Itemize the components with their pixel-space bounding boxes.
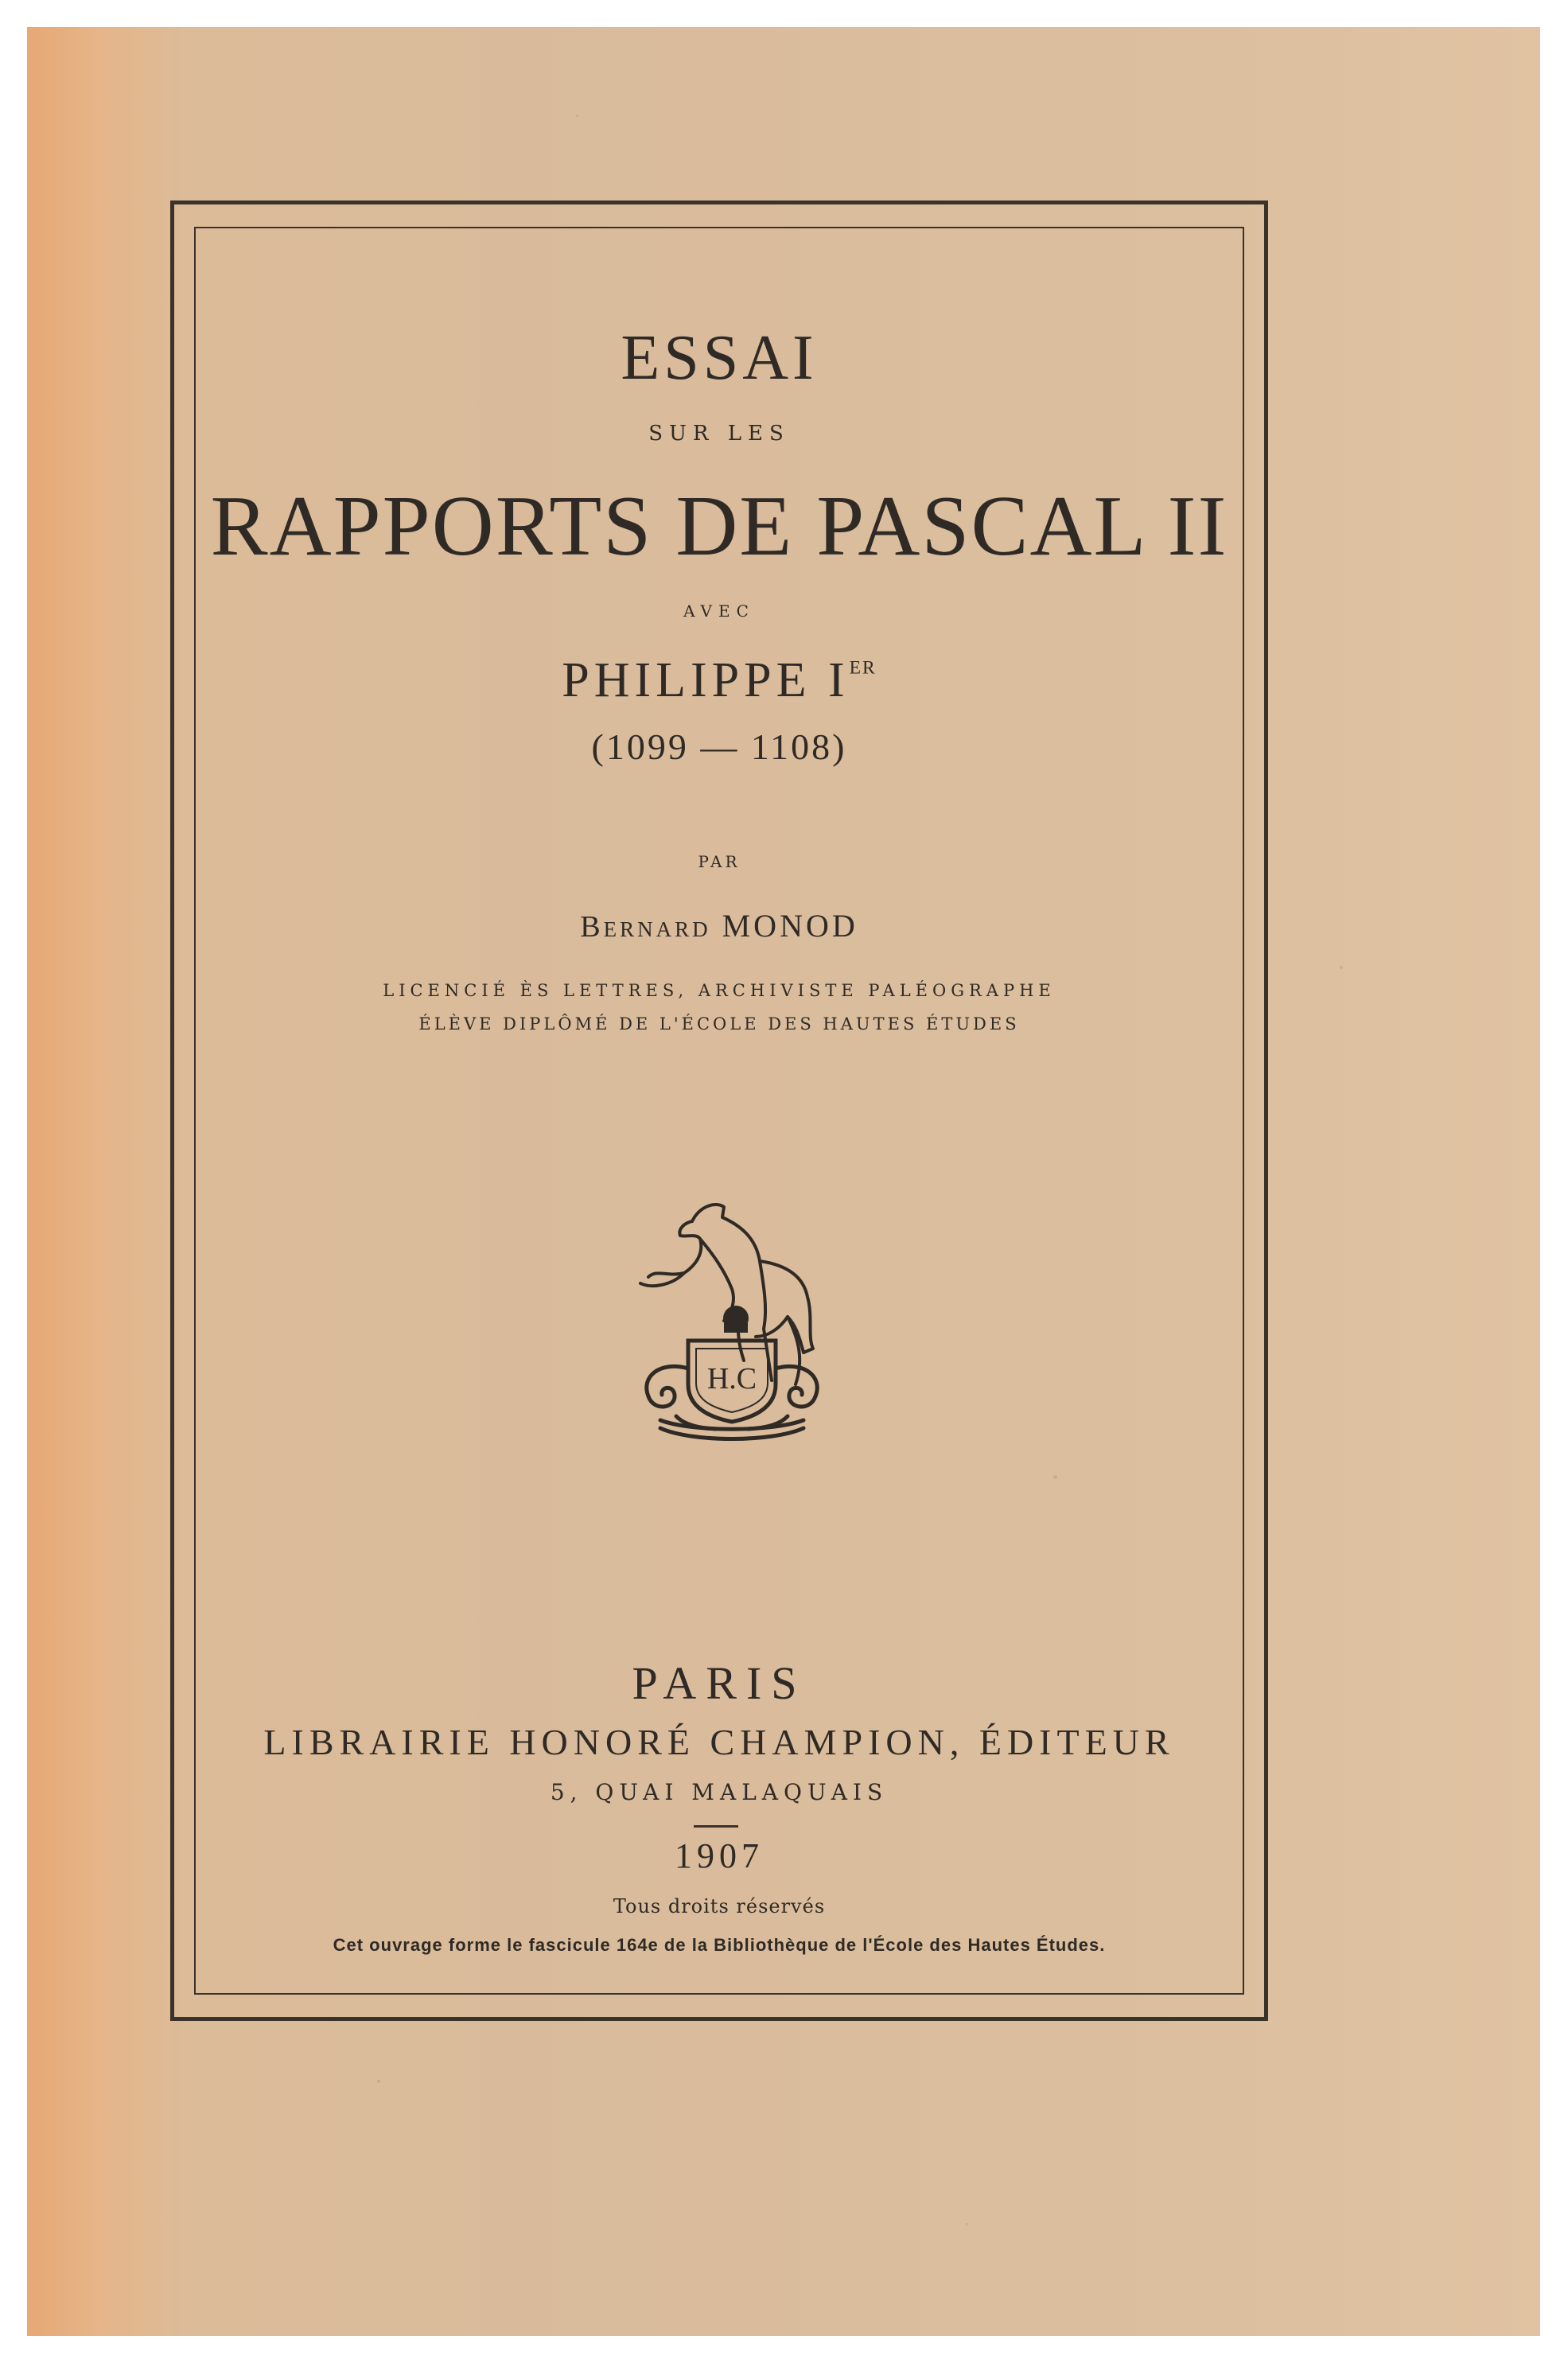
paper-speck bbox=[1340, 966, 1343, 969]
publisher-year: 1907 bbox=[675, 1836, 764, 1875]
series-note: Cet ouvrage forme le fascicule 164e de la Bibliothèque de l'École des Hautes Études. bbox=[333, 1935, 1106, 1955]
title-philippe-name: PHILIPPE I bbox=[562, 653, 850, 707]
paper-speck bbox=[966, 2223, 968, 2225]
author-par: PAR bbox=[698, 852, 741, 871]
publisher-city: PARIS bbox=[632, 1657, 807, 1709]
title-avec: AVEC bbox=[683, 601, 755, 621]
rights-notice: Tous droits réservés bbox=[613, 1895, 826, 1917]
author-first-name: Bernard bbox=[580, 910, 711, 944]
publisher-name: LIBRAIRIE HONORÉ CHAMPION, ÉDITEUR bbox=[263, 1722, 1175, 1762]
author-credentials-1: LICENCIÉ ÈS LETTRES, ARCHIVISTE PALÉOGRAPHE bbox=[383, 981, 1056, 1000]
title-sur-les: SUR LES bbox=[648, 422, 790, 446]
title-essai: ESSAI bbox=[621, 323, 818, 393]
title-philippe-ordinal: ER bbox=[849, 657, 877, 679]
title-dates: (1099 — 1108) bbox=[591, 726, 847, 767]
title-philippe bbox=[170, 652, 1268, 709]
title-rapports: RAPPORTS DE PASCAL II bbox=[210, 479, 1228, 574]
author-last-name: MONOD bbox=[722, 908, 858, 944]
horse-crest-icon bbox=[605, 1189, 843, 1460]
monogram: H.C bbox=[706, 1362, 757, 1396]
year-rule bbox=[694, 1825, 738, 1828]
publisher-address: 5, QUAI MALAQUAIS bbox=[550, 1779, 889, 1805]
paper-speck bbox=[377, 2080, 380, 2083]
author-credentials-2: ÉLÈVE DIPLÔMÉ DE L'ÉCOLE DES HAUTES ÉTUDES bbox=[418, 1014, 1020, 1034]
author-name bbox=[170, 907, 1268, 944]
paper-speck bbox=[576, 115, 578, 117]
